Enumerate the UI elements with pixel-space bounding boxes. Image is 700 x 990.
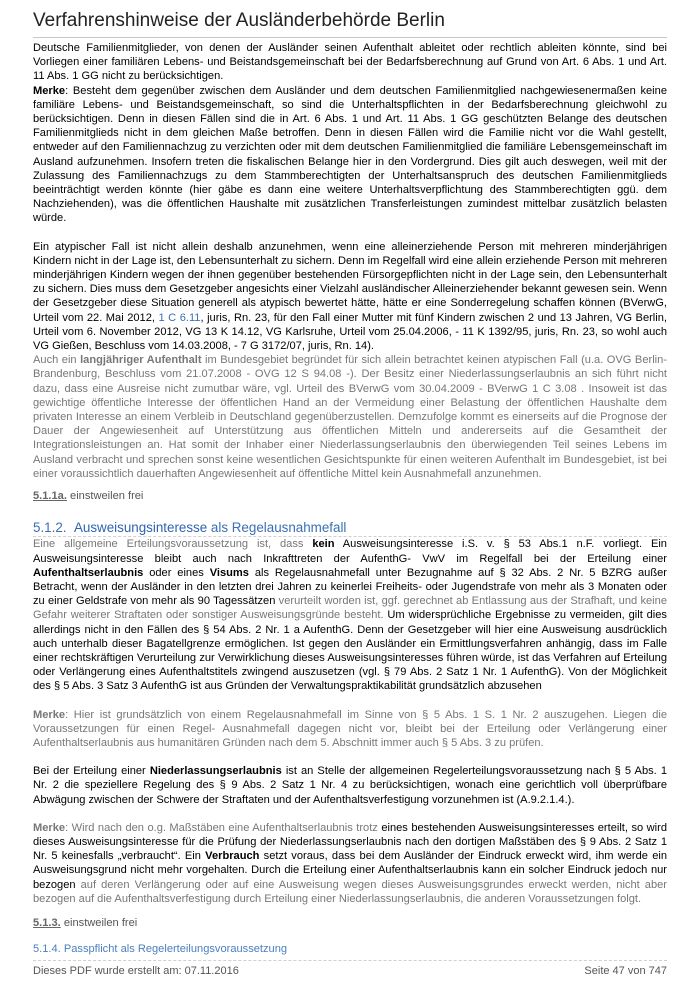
text-span: Bei der Erteilung einer [33,765,150,778]
section-title: Ausweisungsinteresse [73,520,208,536]
paragraph-niederlassungserlaubnis [33,764,667,807]
text-span: im Bundesgebiet begründet für sich allein betrachtet keinen atypischen Fall (u.a. OVG Berlin-Brandenburg, Beschluss vom 21.07.2008 - OVG 12 S 94.08 -). Der Besitz einer Niederlassungserlaubnis an sich führt nicht dazu, dass eine Ausreise nicht zumutbar wäre, vgl. Urteil des BVerwG vom 30.04.2009 - BVerwG 1 C 3.08 . Insoweit ist das gewichtige öffentliche Interesse der öffentlichen Hand an der Vermeidung einer Belastung der öffentlichen Haushalte dem privaten Interesse an einem Verbleib in Deutschland gegenüberzustellen. Demzufolge kommt es einerseits auf die Prognose der Dauer der Angewiesenheit auf Unterstützung aus öffentlichen Mitteln und andererseits auf die Gesamtheit der Integrationsleistungen an. Hat somit der Inhaber einer Niederlassungserlaubnis den überwiegenden Teil seines Lebens im Ausland verbracht und sprechen sonst keine wesentlichen Gesichtspunkte für einen weiteren Aufenthalt im Bundesgebiet, ist bei einer voraussichtlich dauerhaften Angewiesenheit auf öffentliche Mittel kein Ausnahmefall anzunehmen. [33,354,667,480]
merke-text: : Besteht dem gegenüber zwischen dem Ausländer und dem deutschen Familienmitglied nachgewiesenermaßen keine familiäre Lebens- und Beistandsgemeinschaft, so sind die Unterhaltspflichten in der Bedarfsberechnung gleichwohl zu berücksichtigen. Denn in diesen Fällen sind die in Art. 6 Abs. 1 und Art. 11 Abs. 1 GG geschützten Belange des deutschen Familienmitglieds nicht in dem gleichen Maße betroffen. Denn in diesen Fällen wird die Familie nicht vor die Wahl gestellt, entweder auf den Familiennachzug zu verzichten oder mit dem deutschen Familienmitglied die familiäre Lebensgemeinschaft im Ausland aufzunehmen. Insofern treten die fiskalischen Belange hier in den Vordergrund. Dies gilt auch deswegen, weil mit der Zulassung des Familiennachzugs zu dem Stammberechtigten der Unterhaltsanspruch des deutschen Familienmitglieds beeinträchtigt werden könnte (hier gäbe es dann eine weitere Unterhaltsverpflichtung des Stammberechtigten ggü. dem Nachziehenden), was die öffentlichen Haushalte mit zusätzlichen Transferleistungen zumindest mittelbar zusätzlich belasten würde. [33,84,667,225]
paragraph-long-stay [33,353,667,481]
text-span: Ein atypischer Fall ist nicht allein deshalb anzunehmen, wenn eine alleinerziehende Person mit mehreren minderjährigen Kindern nicht in der Lage ist, den Lebensunterhalt zu sichern. Denn im Regelfall wird eine allein erziehende Person mit mehreren minderjährigen Kindern wegen der ihnen gegenüber bestehenden Fürsorgepflichten nicht in der Lage sein, den Lebensunterhalt zu sichern. Dies muss dem Gesetzgeber angesichts einer Vielzahl ausländischer Alleinerziehender bekannt gewesen sein. Wenn der Gesetzgeber diese Situation generell als atypisch bewertet hätte, hätte er eine Sonderregelung schaffen können (BVerwG, Urteil vom 22. Mai 2012, [33,240,667,324]
text-span: eines bestehenden Ausweisungsinteresses erteilt, so wird dieses Ausweisungsinteresse für die Prüfung der Niederlassungserlaubnis nach den dortigen Maßstäben des § 9 Abs. 2 Satz 1 Nr. 5 keinesfalls „verbraucht“. Ein [33,821,667,863]
text-span: Auch ein [33,354,81,367]
grey-text: auf deren Verlängerung oder auf eine Ausweisung wegen dieses Ausweisungsgrundes erweckt werden, nicht aber bezogen auf die Aufenthaltsverfestigung durch Erteilung einer Niederlassungserlaubnis, die anderen Voraussetzungen folgt. [33,878,667,905]
footer-page-number: Seite 47 von 747 [584,965,667,977]
section-heading-5-1-4: 5.1.4. Passpflicht als Regelerteilungsvoraussetzung [33,942,667,961]
bold-term: Verbrauch [205,850,260,863]
paragraph-merke-1 [33,84,667,226]
paragraph-family-members: Deutsche Familienmitglieder, von denen der Ausländer seinen Aufenthalt ableitet oder rechtlich ableiten könnte, sind bei Vorliegen einer familiären Lebens- und Beistandsgemeinschaft bei der Bedarfsberechnung auf Grund von Art. 6 Abs. 1 und Art. 11 Abs. 1 GG nicht zu berücksichtigen. [33,42,667,83]
text-span: Eine allgemeine Erteilungsvoraussetzung ist, dass [33,538,313,551]
bold-term: Niederlassungserlaubnis [149,765,282,778]
section-number: 5.1.3. [33,916,61,929]
page-footer [33,965,667,977]
section-number: 5.1.2. [33,520,67,536]
text-span: , juris, Rn. 23, für den Fall einer Mutter mit fünf Kindern zwischen 2 und 13 Jahren, VG Berlin, Urteil vom 6. November 2012, VG 13 K 14.12, VG Karlsruhe, Urteil vom 25.04.2006, - 11 K 1392/95, juris, Rn. 23, so wohl auch VG Gießen, Beschluss vom 14.03.2008, - 7 G 3172/07, juris, Rn. 14). [33,311,667,353]
paragraph-merke-2 [33,708,667,751]
section-text: einstweilen frei [66,490,144,503]
text-span: ist an Stelle der allgemeinen Regelerteilungsvoraussetzung nach § 5 Abs. 1 Nr. 2 die speziellere Regelung des § 9 Abs. 2 Satz 1 Nr. 4 zu berücksichtigen, wonach eine gerichtlich voll überprüfbare Abwägung zwischen der Schwere der Straftaten und der Aufenthaltsverfestigung vorzunehmen ist (A.9.2.1.4.). [33,765,667,806]
merke-text: : Hier ist grundsätzlich von einem Regelausnahmefall im Sinne von § 5 Abs. 1 S. 1 Nr. 2 auszugehen. Liegen die Voraussetzungen für einen Regel- Ausnahmefall dagegen nicht vor, bleibt bei der Erteilung oder Verlängerung einer Aufenthaltserlaubnis aus humanitären Gründen nach dem 5. Abschnitt immer auch § 5 Abs. 3 zu prüfen. [33,708,667,749]
merke-label: Merke [33,708,66,721]
paragraph-merke-3 [33,821,667,906]
section-number: 5.1.1a. [33,490,67,503]
text-span: oder eines [143,566,210,579]
bold-term: Visums [209,566,249,579]
bold-term: kein [312,538,335,551]
case-link[interactable]: 1 C 6.11 [158,311,201,324]
footer-created-date: Dieses PDF wurde erstellt am: 07.11.2016 [33,965,239,977]
text-span: als Regelausnahmefall unter Bezugnahme auf § 32 Abs. 2 Nr. 5 BZRG außer Betracht, wenn der Ausländer in den letzten drei Jahren zu keinerlei Freiheits- oder Jugendstrafe von mehr als 3 Monaten oder zu einer Geldstrafe von mehr als 90 Tagessätzen [33,566,667,608]
section-heading-5-1-2 [33,519,667,536]
section-title-suffix: als Regelausnahmefall [207,520,347,536]
document-body [33,41,667,961]
section-5-1-3 [33,916,667,930]
merke-label: Merke [33,84,66,97]
bold-term: Aufenthaltserlaubnis [33,566,144,579]
grey-text: verurteilt worden ist, ggf. gerechnet ab Entlassung aus der Strafhaft, und keine Gefahr weiterer Straftaten oder sonstiger Ausweisungsgründe besteht. [33,595,667,622]
section-text: einstweilen frei [60,916,138,929]
bold-term: langjähriger Aufenthalt [80,354,202,367]
text-span: Um widersprüchliche Ergebnisse zu vermeiden, gilt dies allerdings nicht in den Fällen des § 54 Abs. 2 Nr. 1 a AufenthG. Denn der Gesetzgeber will hier eine Ausweisung ausdrücklich auch unterhalb dieser Bagatellgrenze ermöglichen. Ist gegen den Ausländer ein Ermittlungsverfahren anhängig, dass im Falle einer rechtskräftigen Verurteilung zur Verwirklichung dieses Ausweisungsinteresses führen würde, ist das Verfahren auf Erteilung oder Verlängerung eines Aufenthaltstitels zwingend auszusetzen (vgl. § 79 Abs. 2 Satz 1 Nr. 1 AufenthG). Von der Möglichkeit des § 5 Abs. 3 Satz 3 AufenthG ist aus Gründen der Verwaltungspraktikabilität grundsätzlich abzusehen [33,609,667,693]
text-span: Ausweisungsinteresse i.S. v. § 53 Abs.1 n.F. vorliegt. Ein Ausweisungsinteresse bleibt auch nach Inkrafttreten der AufenthG- VwV im Regelfall bei der Erteilung einer [33,538,667,565]
page-header-title: Verfahrenshinweise der Ausländerbehörde Berlin [33,10,667,38]
merke-label: Merke [33,821,66,834]
paragraph-atypical-case [33,240,667,354]
text-span: setzt voraus, dass bei dem Ausländer der Eindruck erweckt wird, ihm werde ein Ausweisungsgrund nicht mehr vorgehalten. Durch die Erteilung einer Aufenthaltserlaubnis kann ein solcher Eindruck jedoch nur bezogen [33,850,667,891]
paragraph-ausweisungsinteresse [33,536,667,693]
section-5-1-1a [33,489,667,503]
grey-text: : Wird nach den o.g. Maßstäben eine Aufenthaltserlaubnis trotz [65,821,378,834]
